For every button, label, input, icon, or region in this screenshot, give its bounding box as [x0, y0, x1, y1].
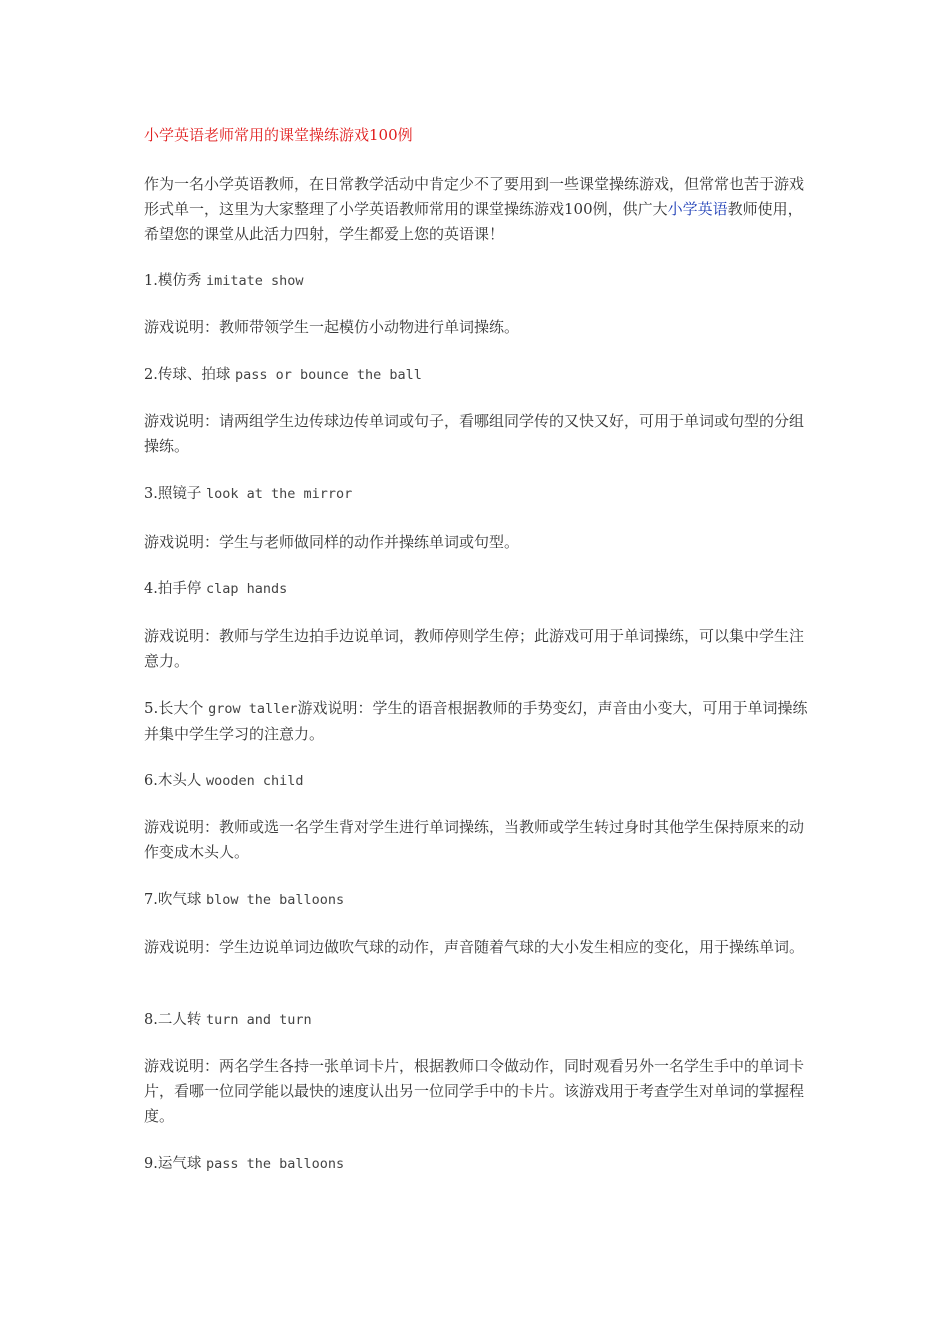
primary-english-link[interactable]: 小学英语 [667, 200, 728, 218]
game-description: 游戏说明：两名学生各持一张单词卡片，根据教师口令做动作，同时观看另外一名学生手中的单词卡片，看哪一位同学能以最快的速度认出另一位同学手中的卡片。该游戏用于考查学生对单词的掌握程度。 [144, 1057, 805, 1125]
game-name-en: pass or bounce the ball [234, 367, 422, 383]
game-name-en: wooden child [205, 773, 304, 789]
game-description: 游戏说明：学生与老师做同样的动作并操练单词或句型。 [144, 533, 520, 551]
game-number: 8. [144, 1012, 158, 1028]
game-heading [144, 578, 287, 600]
game-name-en: turn and turn [205, 1012, 312, 1028]
game-name-en: pass the balloons [205, 1156, 345, 1172]
game-name-cn: 二人转 [157, 1012, 202, 1028]
game-name-cn: 运气球 [157, 1156, 202, 1172]
game-heading [144, 483, 352, 505]
intro-paragraph [144, 172, 809, 247]
game-number: 3. [144, 486, 158, 502]
game-heading [144, 1153, 344, 1175]
game-description: 游戏说明：教师带领学生一起模仿小动物进行单词操练。 [144, 318, 520, 336]
game-number: 5. [144, 699, 159, 717]
intro-text-before: 作为一名小学英语教师，在日常教学活动中肯定少不了要用到一些课堂操练游戏，但常常也苦于游戏形式单一，这里为大家整理了小学英语教师常用的课堂操练游戏100例，供广大 [144, 175, 805, 218]
game-heading [144, 770, 304, 792]
game-name-cn: 传球、拍球 [157, 367, 231, 383]
game-description: 游戏说明：学生边说单词边做吹气球的动作，声音随着气球的大小发生相应的变化，用于操练单词。 [144, 938, 805, 956]
game-name-en: imitate show [205, 273, 304, 289]
game-description: 游戏说明：教师或选一名学生背对学生进行单词操练，当教师或学生转过身时其他学生保持原来的动作变成木头人。 [144, 818, 805, 861]
game-name-cn: 拍手停 [157, 581, 202, 597]
game-name-cn: 木头人 [157, 773, 202, 789]
game-number: 7. [144, 892, 158, 908]
game-heading [144, 364, 422, 386]
game-name-en: blow the balloons [205, 892, 345, 908]
game-number: 4. [144, 581, 158, 597]
game-heading [144, 1009, 312, 1031]
game-number: 2. [144, 367, 158, 383]
game-number: 6. [144, 773, 158, 789]
game-name-cn: 吹气球 [157, 892, 202, 908]
game-name-cn: 长大个 [158, 699, 204, 717]
game-description: 游戏说明：请两组学生边传球边传单词或句子，看哪组同学传的又快又好，可用于单词或句型的分组操练。 [144, 412, 805, 455]
game-description: 游戏说明：学生的语音根据教师的手势变幻，声音由小变大，可用于单词操练并集中学生学习的注意力。 [144, 699, 808, 743]
game-heading [144, 889, 344, 911]
game-entry-inline [144, 696, 809, 747]
game-name-cn: 模仿秀 [157, 273, 202, 289]
game-name-en: look at the mirror [205, 486, 353, 502]
game-name-cn: 照镜子 [157, 486, 202, 502]
game-number: 9. [144, 1156, 158, 1172]
game-name-en: grow taller [208, 701, 298, 717]
game-number: 1. [144, 273, 158, 289]
game-description: 游戏说明：教师与学生边拍手边说单词，教师停则学生停；此游戏可用于单词操练，可以集中学生注意力。 [144, 627, 805, 670]
intro-text-after: 教师使用，希望您的课堂从此活力四射，学生都爱上您的英语课！ [144, 200, 803, 243]
game-heading [144, 270, 304, 292]
document-title: 小学英语老师常用的课堂操练游戏100例 [144, 126, 413, 144]
game-name-en: clap hands [205, 581, 288, 597]
